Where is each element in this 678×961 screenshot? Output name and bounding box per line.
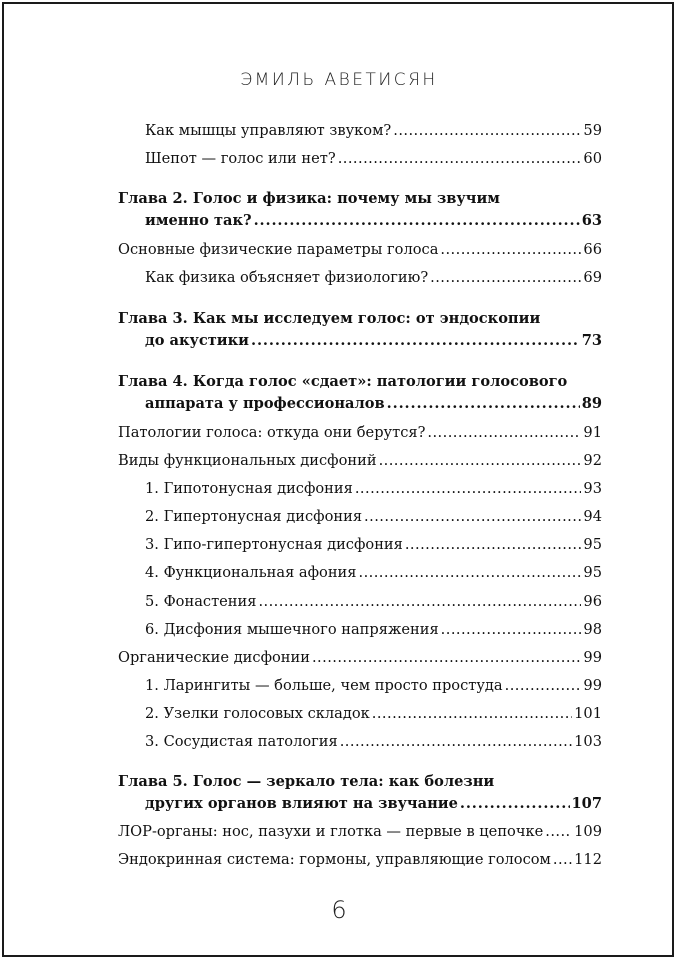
chapter-title-line: Глава 3. Как мы исследуем голос: от эндоскопии — [118, 310, 541, 327]
leader-dots — [430, 268, 581, 288]
toc-entry-title: Основные физические параметры голоса — [118, 241, 439, 258]
leader-dots — [258, 592, 581, 612]
toc-entry-page: 103 — [574, 733, 602, 750]
toc-entry — [145, 507, 602, 527]
toc-entry-page: 92 — [583, 452, 602, 469]
chapter-title-cont: аппарата у профессионалов — [145, 395, 385, 412]
toc-entry-title: 2. Гипертонусная дисфония — [145, 508, 363, 525]
leader-dots — [340, 732, 572, 752]
toc-entry-page: 96 — [583, 593, 602, 610]
toc-entry-page: 112 — [574, 851, 602, 868]
leader-dots — [312, 648, 581, 668]
toc-entry-page: 93 — [583, 480, 602, 497]
toc-entry-title: 4. Функциональная афония — [145, 564, 357, 581]
toc-entry — [145, 268, 602, 288]
chapter-entry — [145, 394, 602, 414]
toc-entry-title: 3. Сосудистая патология — [145, 733, 338, 750]
chapter-page: 63 — [581, 212, 602, 229]
toc-entry — [145, 732, 602, 752]
toc-entry-title: Органические дисфонии — [118, 649, 310, 666]
chapter-title-cont: других органов влияют на звучание — [145, 795, 458, 812]
toc-entry-page: 94 — [583, 508, 602, 525]
leader-dots — [355, 479, 582, 499]
toc-entry-title: 5. Фонастения — [145, 593, 257, 610]
chapter-page: 73 — [581, 332, 602, 349]
leader-dots — [387, 394, 580, 414]
toc-entry-title: ЛОР-органы: нос, пазухи и глотка — первые в цепочке — [118, 823, 544, 840]
leader-dots — [553, 850, 572, 870]
toc-entry — [118, 423, 602, 443]
toc-entry-page: 95 — [583, 564, 602, 581]
toc-entry — [118, 240, 602, 260]
chapter-title-line: Глава 5. Голос — зеркало тела: как болезни — [118, 773, 495, 790]
chapter-title-line: Глава 4. Когда голос «сдает»: патологии голосового — [118, 373, 568, 390]
toc-entry-title: Эндокринная система: гормоны, управляющие голосом — [118, 851, 551, 868]
toc-entry-page: 69 — [583, 269, 602, 286]
leader-dots — [359, 563, 582, 583]
toc-entry-page: 99 — [583, 677, 602, 694]
toc-entry — [145, 149, 602, 169]
toc-entry — [118, 822, 602, 842]
chapter-title-cont: до акустики — [145, 332, 249, 349]
toc-entry — [145, 535, 602, 555]
toc-entry-page: 91 — [583, 424, 602, 441]
leader-dots — [338, 149, 582, 169]
toc-entry — [145, 121, 602, 141]
toc-entry-title: Патологии голоса: откуда они берутся? — [118, 424, 426, 441]
toc-entry — [118, 451, 602, 471]
toc-entry — [145, 563, 602, 583]
toc-entry — [145, 676, 602, 696]
toc-entry-title: Как физика объясняет физиологию? — [145, 269, 429, 286]
toc-entry-page: 99 — [583, 649, 602, 666]
toc-entry-page: 98 — [583, 621, 602, 638]
chapter-entry — [145, 211, 602, 231]
toc-entry-title: 1. Гипотонусная дисфония — [145, 480, 353, 497]
toc-entry-title: Как мышцы управляют звуком? — [145, 122, 392, 139]
leader-dots — [393, 121, 581, 141]
toc-entry — [118, 850, 602, 870]
toc-entry-title: 2. Узелки голосовых складок — [145, 705, 370, 722]
toc-entry-title: Шепот — голос или нет? — [145, 150, 336, 167]
leader-dots — [254, 211, 580, 231]
toc-entry-page: 109 — [574, 823, 602, 840]
toc-entry-title: Виды функциональных дисфоний — [118, 452, 377, 469]
toc-entry-page: 101 — [574, 705, 602, 722]
toc-entry — [145, 620, 602, 640]
leader-dots — [441, 620, 582, 640]
leader-dots — [427, 423, 581, 443]
leader-dots — [251, 331, 580, 351]
page-number: 6 — [331, 896, 347, 924]
toc-entry-title: 3. Гипо-гипертонусная дисфония — [145, 536, 403, 553]
toc-entry-title: 1. Ларингиты — больше, чем просто простуда — [145, 677, 503, 694]
chapter-page: 107 — [571, 795, 602, 812]
toc-entry-page: 66 — [583, 241, 602, 258]
chapter-entry — [145, 331, 602, 351]
toc-entry — [145, 704, 602, 724]
leader-dots — [372, 704, 572, 724]
toc-entry-page: 95 — [583, 536, 602, 553]
running-head: ЭМИЛЬ АВЕТИСЯН — [240, 70, 438, 90]
toc-entry-page: 60 — [583, 150, 602, 167]
leader-dots — [545, 822, 572, 842]
chapter-title-line: Глава 2. Голос и физика: почему мы звучим — [118, 190, 500, 207]
leader-dots — [440, 240, 581, 260]
leader-dots — [460, 794, 570, 814]
toc-entry-page: 59 — [583, 122, 602, 139]
leader-dots — [405, 535, 582, 555]
toc-entry-title: 6. Дисфония мышечного напряжения — [145, 621, 439, 638]
toc-entry — [145, 592, 602, 612]
chapter-page: 89 — [581, 395, 602, 412]
toc-entry — [118, 648, 602, 668]
toc-entry — [145, 479, 602, 499]
leader-dots — [505, 676, 582, 696]
chapter-title-cont: именно так? — [145, 212, 252, 229]
leader-dots — [379, 451, 582, 471]
leader-dots — [364, 507, 581, 527]
chapter-entry — [145, 794, 602, 814]
